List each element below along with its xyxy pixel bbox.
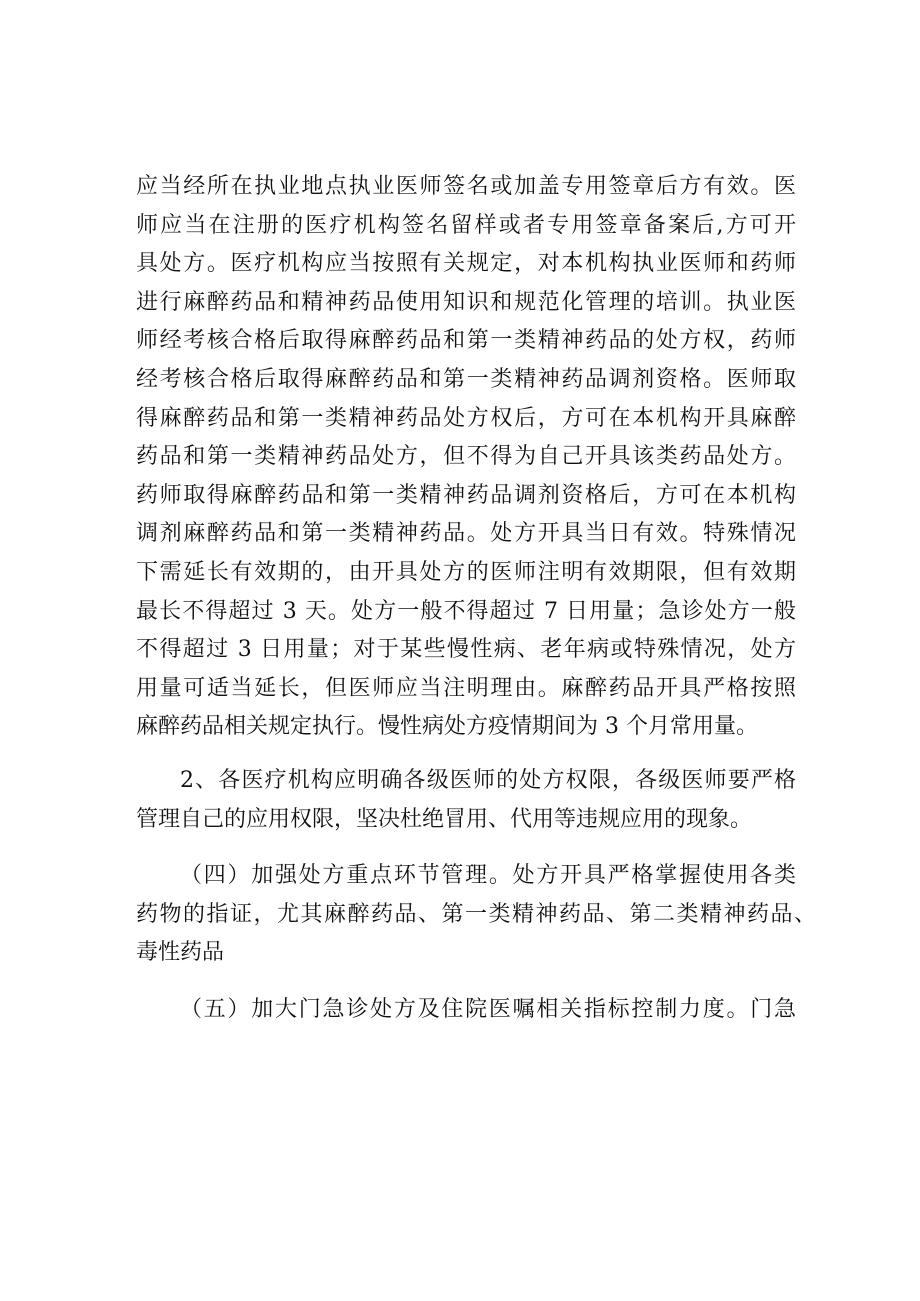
text-line: 药师取得麻醉药品和第一类精神药品调剂资格后，方可在本机构 bbox=[136, 482, 796, 508]
text-line: （四）加强处方重点环节管理。处方开具严格掌握使用各类 bbox=[180, 863, 796, 889]
paragraph-prescription-rules bbox=[136, 168, 796, 747]
paragraph-spacer bbox=[136, 839, 796, 857]
text-line: 麻醉药品相关规定执行。慢性病处方疫情期间为 3 个月常用量。 bbox=[136, 714, 758, 740]
text-line: 管理自己的应用权限，坚决杜绝冒用、代用等违规应用的现象。 bbox=[136, 806, 753, 832]
text-line: 药品和第一类精神药品处方，但不得为自己开具该类药品处方。 bbox=[136, 444, 796, 470]
text-line: 最长不得超过 3 天。处方一般不得超过 7 日用量；急诊处方一般 bbox=[136, 598, 796, 624]
text-line: 应当经所在执业地点执业医师签名或加盖专用签章后方有效。医 bbox=[136, 174, 796, 199]
text-line: 药物的指证，尤其麻醉药品、第一类精神药品、第二类精神药品、 bbox=[136, 901, 816, 927]
text-line: （五）加大门急诊处方及住院医嘱相关指标控制力度。门急 bbox=[180, 996, 796, 1022]
paragraph-key-links-management bbox=[136, 857, 816, 973]
text-line: 下需延长有效期的，由开具处方的医师注明有效期限，但有效期 bbox=[136, 559, 796, 585]
text-line: 毒性药品 bbox=[136, 940, 225, 966]
text-line: 进行麻醉药品和精神药品使用知识和规范化管理的培训。执业医 bbox=[136, 289, 796, 315]
text-line: 不得超过 3 日用量；对于某些慢性病、老年病或特殊情况，处方 bbox=[136, 637, 796, 663]
text-line: 师应当在注册的医疗机构签名留样或者专用签章备案后,方可开 bbox=[136, 212, 796, 238]
text-line: 具处方。医疗机构应当按照有关规定，对本机构执业医师和药师 bbox=[136, 251, 796, 277]
paragraph-prescription-authority bbox=[136, 762, 796, 839]
document-body bbox=[136, 168, 816, 1029]
text-line: 师经考核合格后取得麻醉药品和第一类精神药品的处方权，药师 bbox=[136, 328, 796, 354]
paragraph-spacer bbox=[136, 973, 796, 991]
text-line: 经考核合格后取得麻醉药品和第一类精神药品调剂资格。医师取 bbox=[136, 366, 796, 392]
text-line: 得麻醉药品和第一类精神药品处方权后，方可在本机构开具麻醉 bbox=[136, 405, 796, 431]
text-line: 用量可适当延长，但医师应当注明理由。麻醉药品开具严格按照 bbox=[136, 675, 796, 701]
text-line: 2、各医疗机构应明确各级医师的处方权限，各级医师要严格 bbox=[180, 767, 796, 793]
text-line: 调剂麻醉药品和第一类精神药品。处方开具当日有效。特殊情况 bbox=[136, 521, 796, 547]
paragraph-indicator-control bbox=[136, 991, 796, 1030]
paragraph-spacer bbox=[136, 747, 796, 762]
